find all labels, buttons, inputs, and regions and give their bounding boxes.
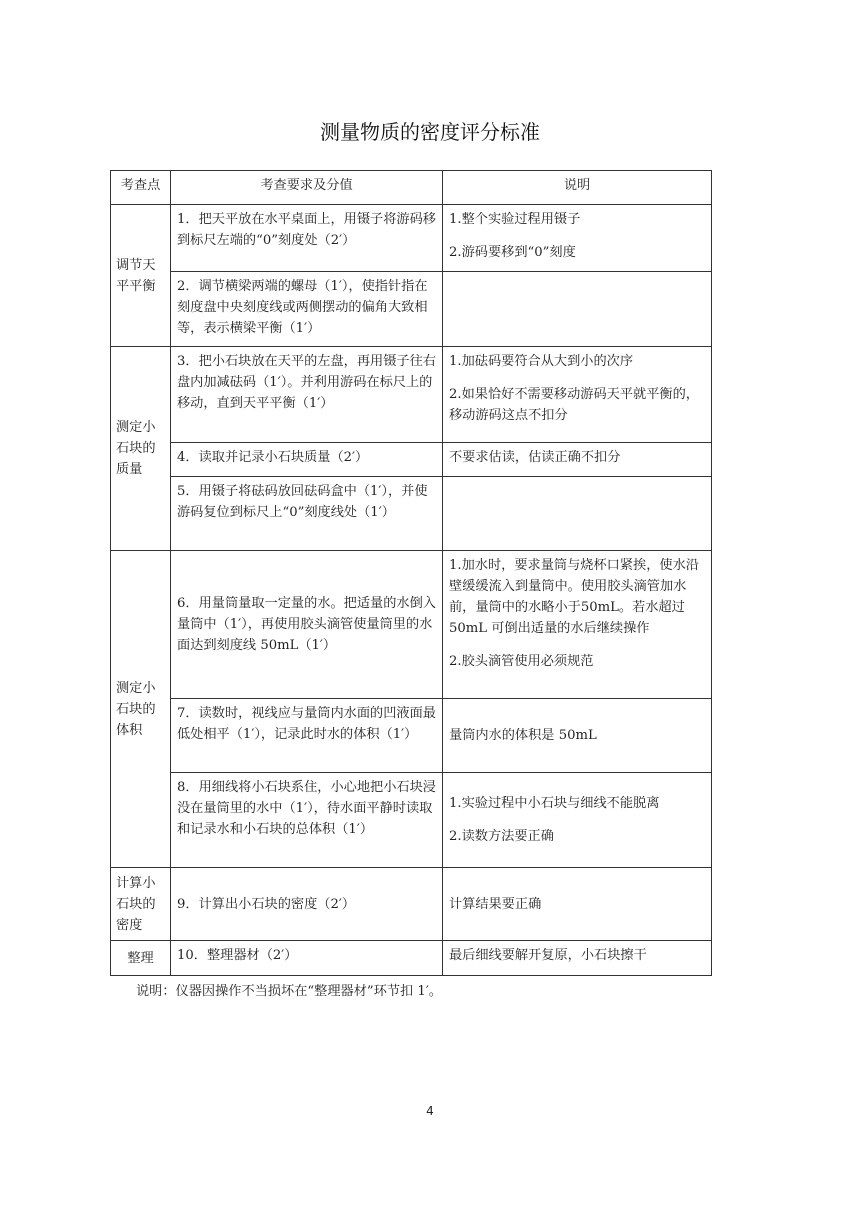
notes-cell: [443, 868, 712, 941]
table-row: [111, 773, 712, 868]
requirement-cell: 1．把天平放在水平桌面上，用镊子将游码移到标尺左端的“0”刻度处（2′）: [171, 205, 443, 272]
page-number: 4: [426, 1104, 434, 1118]
scoring-table: [110, 170, 712, 976]
note-line: 1.整个实验过程用镊子: [449, 212, 581, 227]
header-notes: 说明: [443, 171, 712, 205]
header-requirement: 考查要求及分值: [171, 171, 443, 205]
section-name: 调节天平平衡: [111, 205, 171, 347]
table-row: [111, 868, 712, 941]
note-line: 2.读数方法要正确: [449, 829, 554, 844]
requirement-cell: 8．用细线将小石块系住，小心地把小石块浸没在量筒里的水中（1′），待水面平静时读取和记录水和小石块的总体积（1′）: [171, 773, 443, 868]
section-name: 测定小石块的质量: [111, 347, 171, 551]
notes-cell: [443, 347, 712, 443]
note-line: 量筒内水的体积是 50mL: [449, 728, 597, 743]
notes-cell: [443, 551, 712, 699]
table-row: [111, 699, 712, 773]
header-row: [111, 171, 712, 205]
note-line: 1.实验过程中小石块与细线不能脱离: [449, 796, 660, 811]
requirement-cell: 4．读取并记录小石块质量（2′）: [171, 443, 443, 477]
notes-cell: [443, 699, 712, 773]
table-row: [111, 443, 712, 477]
table-row: [111, 272, 712, 347]
requirement-cell: 9．计算出小石块的密度（2′）: [171, 868, 443, 941]
header-point: 考查点: [111, 171, 171, 205]
notes-cell: [443, 272, 712, 347]
table-row: [111, 941, 712, 976]
note-line: 2.如果恰好不需要移动游码天平就平衡的，移动游码这点不扣分: [449, 387, 699, 423]
requirement-cell: 6．用量筒量取一定量的水。把适量的水倒入量筒中（1′），再使用胶头滴管使量筒里的水面达到刻度线 50mL（1′）: [171, 551, 443, 699]
table-row: [111, 551, 712, 699]
requirement-cell: 7．读数时，视线应与量筒内水面的凹液面最低处相平（1′），记录此时水的体积（1′）: [171, 699, 443, 773]
section-name: 整理: [111, 941, 171, 976]
table-row: [111, 477, 712, 551]
note-line: 2.游码要移到“0”刻度: [449, 245, 576, 260]
notes-cell: [443, 205, 712, 272]
requirement-cell: 10．整理器材（2′）: [171, 941, 443, 976]
note-line: 最后细线要解开复原，小石块擦干: [449, 948, 647, 963]
note-line: 1.加水时，要求量筒与烧杯口紧挨，使水沿壁缓缓流入到量筒中。使用胶头滴管加水前，量筒中的水略小于50mL。若水超过 50mL 可倒出适量的水后继续操作: [449, 558, 699, 636]
notes-cell: [443, 773, 712, 868]
page-title: 测量物质的密度评分标准: [320, 120, 540, 144]
notes-cell: [443, 941, 712, 976]
section-name: 计算小石块的密度: [111, 868, 171, 941]
note-line: 计算结果要正确: [449, 896, 542, 912]
note-line: 2.胶头滴管使用必须规范: [449, 654, 594, 669]
section-name: 测定小石块的体积: [111, 551, 171, 868]
notes-cell: [443, 477, 712, 551]
notes-cell: [443, 443, 712, 477]
requirement-cell: 2．调节横梁两端的螺母（1′），使指针指在刻度盘中央刻度线或两侧摆动的偏角大致相等，表示横梁平衡（1′）: [171, 272, 443, 347]
footnote: 说明：仪器因操作不当损坏在“整理器材”环节扣 1′。: [136, 984, 442, 999]
note-line: 不要求估读，估读正确不扣分: [449, 450, 621, 465]
table-row: [111, 347, 712, 443]
table-row: [111, 205, 712, 272]
requirement-cell: 3．把小石块放在天平的左盘，再用镊子往右盘内加减砝码（1′）。并利用游码在标尺上的移动，直到天平平衡（1′）: [171, 347, 443, 443]
note-line: 1.加砝码要符合从大到小的次序: [449, 354, 634, 369]
requirement-cell: 5．用镊子将砝码放回砝码盒中（1′），并使游码复位到标尺上“0”刻度线处（1′）: [171, 477, 443, 551]
